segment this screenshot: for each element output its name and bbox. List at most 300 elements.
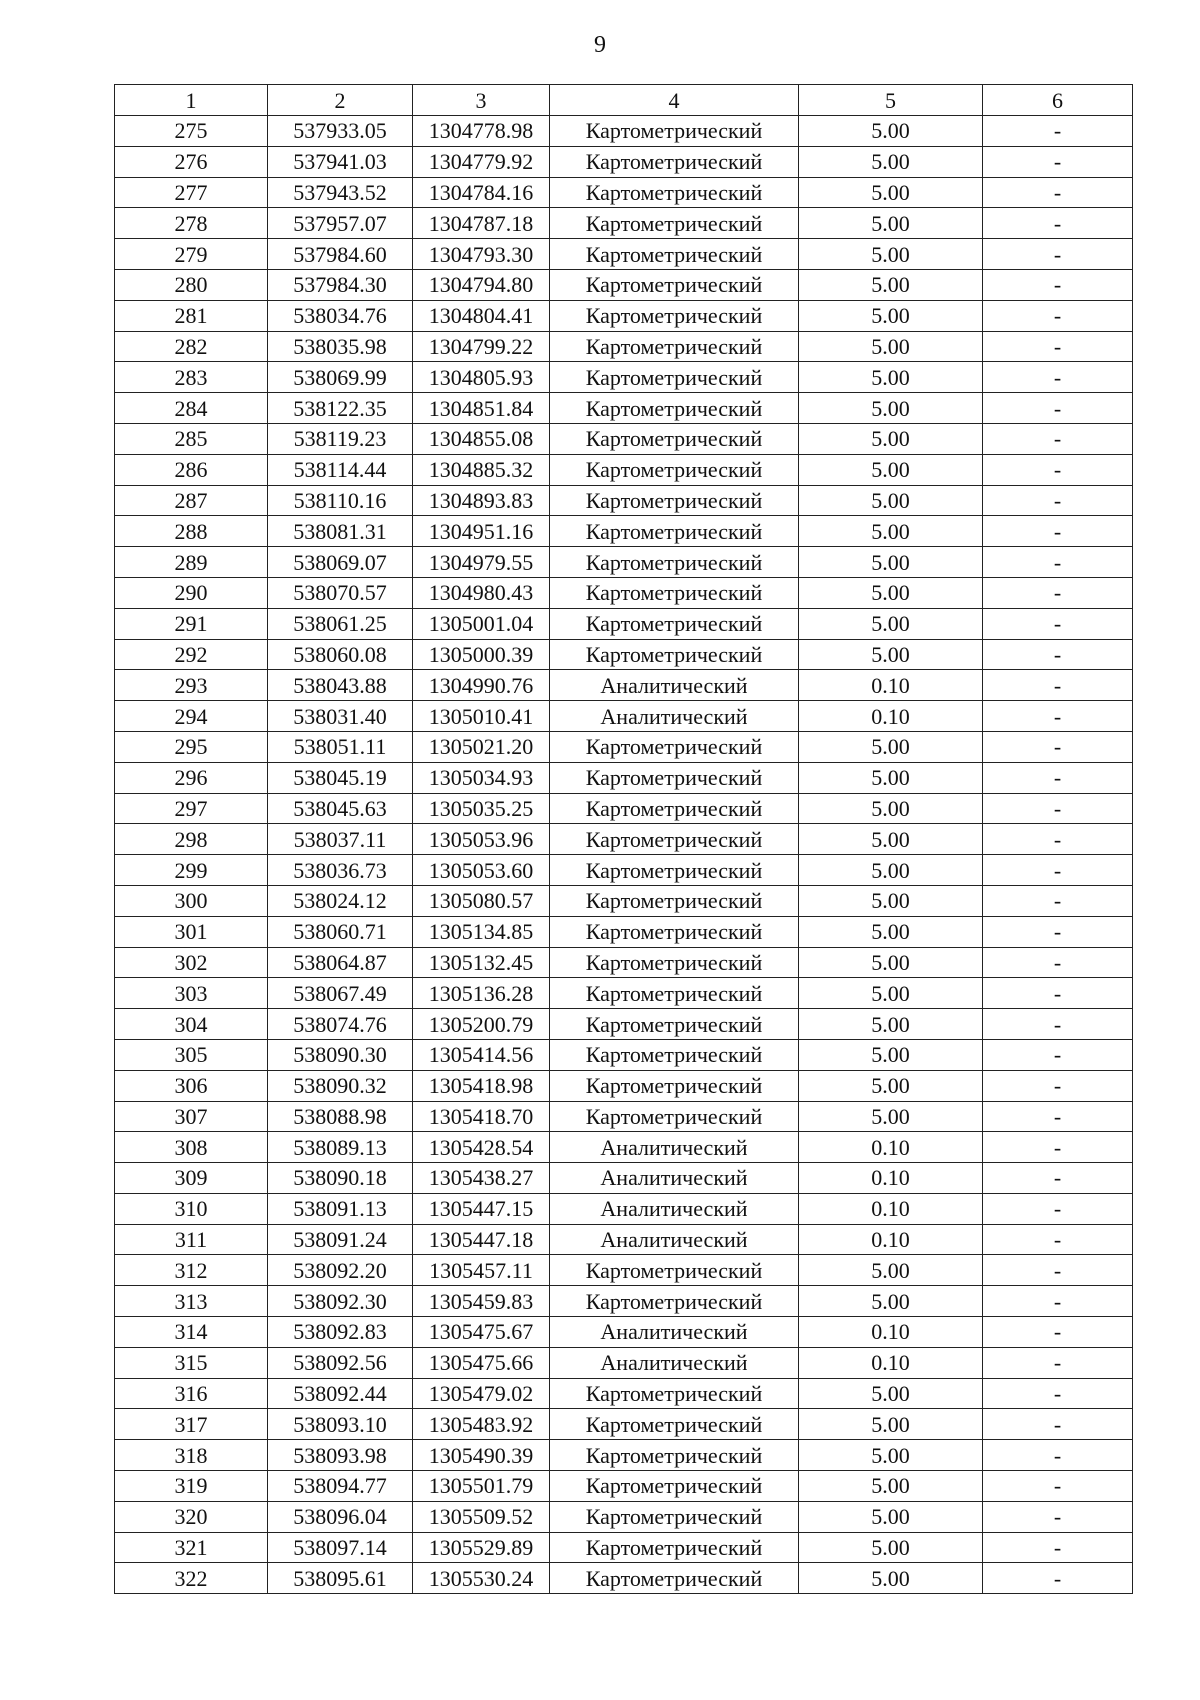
accuracy-cell: 5.00 xyxy=(799,1286,983,1317)
x-coordinate-cell: 538043.88 xyxy=(268,670,413,701)
accuracy-cell: 5.00 xyxy=(799,485,983,516)
table-row xyxy=(115,701,1133,732)
header-col-5: 5 xyxy=(799,85,983,116)
point-number-cell: 276 xyxy=(115,146,268,177)
method-cell: Картометрический xyxy=(550,300,799,331)
y-coordinate-cell: 1304799.22 xyxy=(413,331,550,362)
accuracy-cell: 5.00 xyxy=(799,608,983,639)
x-coordinate-cell: 537984.30 xyxy=(268,269,413,300)
method-cell: Аналитический xyxy=(550,701,799,732)
point-number-cell: 285 xyxy=(115,423,268,454)
y-coordinate-cell: 1305080.57 xyxy=(413,885,550,916)
accuracy-cell: 0.10 xyxy=(799,1132,983,1163)
x-coordinate-cell: 537957.07 xyxy=(268,208,413,239)
method-cell: Аналитический xyxy=(550,670,799,701)
point-number-cell: 308 xyxy=(115,1132,268,1163)
method-cell: Картометрический xyxy=(550,393,799,424)
header-col-6: 6 xyxy=(983,85,1133,116)
method-cell: Картометрический xyxy=(550,855,799,886)
point-number-cell: 321 xyxy=(115,1532,268,1563)
y-coordinate-cell: 1305200.79 xyxy=(413,1009,550,1040)
point-number-cell: 279 xyxy=(115,239,268,270)
y-coordinate-cell: 1305136.28 xyxy=(413,978,550,1009)
y-coordinate-cell: 1305053.60 xyxy=(413,855,550,886)
point-number-cell: 288 xyxy=(115,516,268,547)
method-cell: Картометрический xyxy=(550,731,799,762)
description-cell: - xyxy=(983,824,1133,855)
description-cell: - xyxy=(983,1193,1133,1224)
y-coordinate-cell: 1305428.54 xyxy=(413,1132,550,1163)
accuracy-cell: 5.00 xyxy=(799,1039,983,1070)
description-cell: - xyxy=(983,978,1133,1009)
point-number-cell: 282 xyxy=(115,331,268,362)
y-coordinate-cell: 1305010.41 xyxy=(413,701,550,732)
x-coordinate-cell: 538092.44 xyxy=(268,1378,413,1409)
point-number-cell: 302 xyxy=(115,947,268,978)
description-cell: - xyxy=(983,423,1133,454)
accuracy-cell: 0.10 xyxy=(799,670,983,701)
description-cell: - xyxy=(983,331,1133,362)
accuracy-cell: 5.00 xyxy=(799,639,983,670)
y-coordinate-cell: 1304794.80 xyxy=(413,269,550,300)
x-coordinate-cell: 538091.13 xyxy=(268,1193,413,1224)
x-coordinate-cell: 538051.11 xyxy=(268,731,413,762)
method-cell: Картометрический xyxy=(550,1409,799,1440)
header-col-3: 3 xyxy=(413,85,550,116)
x-coordinate-cell: 538064.87 xyxy=(268,947,413,978)
table-row xyxy=(115,1132,1133,1163)
method-cell: Картометрический xyxy=(550,146,799,177)
accuracy-cell: 5.00 xyxy=(799,362,983,393)
x-coordinate-cell: 538090.32 xyxy=(268,1070,413,1101)
accuracy-cell: 5.00 xyxy=(799,547,983,578)
point-number-cell: 292 xyxy=(115,639,268,670)
y-coordinate-cell: 1305530.24 xyxy=(413,1563,550,1594)
point-number-cell: 293 xyxy=(115,670,268,701)
table-row xyxy=(115,1471,1133,1502)
y-coordinate-cell: 1305447.18 xyxy=(413,1224,550,1255)
method-cell: Картометрический xyxy=(550,1255,799,1286)
method-cell: Картометрический xyxy=(550,1440,799,1471)
method-cell: Картометрический xyxy=(550,1039,799,1070)
method-cell: Картометрический xyxy=(550,423,799,454)
accuracy-cell: 5.00 xyxy=(799,885,983,916)
x-coordinate-cell: 538024.12 xyxy=(268,885,413,916)
accuracy-cell: 5.00 xyxy=(799,1070,983,1101)
y-coordinate-cell: 1305475.67 xyxy=(413,1317,550,1348)
x-coordinate-cell: 538070.57 xyxy=(268,577,413,608)
accuracy-cell: 5.00 xyxy=(799,1009,983,1040)
description-cell: - xyxy=(983,762,1133,793)
method-cell: Картометрический xyxy=(550,454,799,485)
point-number-cell: 318 xyxy=(115,1440,268,1471)
accuracy-cell: 5.00 xyxy=(799,331,983,362)
table-row xyxy=(115,393,1133,424)
point-number-cell: 304 xyxy=(115,1009,268,1040)
description-cell: - xyxy=(983,1347,1133,1378)
x-coordinate-cell: 538060.08 xyxy=(268,639,413,670)
y-coordinate-cell: 1304851.84 xyxy=(413,393,550,424)
y-coordinate-cell: 1304778.98 xyxy=(413,116,550,147)
description-cell: - xyxy=(983,146,1133,177)
table-row xyxy=(115,239,1133,270)
accuracy-cell: 0.10 xyxy=(799,1317,983,1348)
x-coordinate-cell: 538092.56 xyxy=(268,1347,413,1378)
point-number-cell: 317 xyxy=(115,1409,268,1440)
description-cell: - xyxy=(983,916,1133,947)
point-number-cell: 315 xyxy=(115,1347,268,1378)
header-col-4: 4 xyxy=(550,85,799,116)
description-cell: - xyxy=(983,947,1133,978)
accuracy-cell: 5.00 xyxy=(799,1378,983,1409)
description-cell: - xyxy=(983,116,1133,147)
method-cell: Картометрический xyxy=(550,793,799,824)
table-row xyxy=(115,762,1133,793)
description-cell: - xyxy=(983,208,1133,239)
accuracy-cell: 5.00 xyxy=(799,916,983,947)
x-coordinate-cell: 538061.25 xyxy=(268,608,413,639)
accuracy-cell: 5.00 xyxy=(799,116,983,147)
table-row xyxy=(115,208,1133,239)
table-body xyxy=(115,116,1133,1594)
x-coordinate-cell: 538069.07 xyxy=(268,547,413,578)
point-number-cell: 275 xyxy=(115,116,268,147)
description-cell: - xyxy=(983,1039,1133,1070)
table-header xyxy=(115,85,1133,116)
x-coordinate-cell: 538119.23 xyxy=(268,423,413,454)
method-cell: Картометрический xyxy=(550,1532,799,1563)
description-cell: - xyxy=(983,1317,1133,1348)
description-cell: - xyxy=(983,1532,1133,1563)
description-cell: - xyxy=(983,701,1133,732)
x-coordinate-cell: 538092.20 xyxy=(268,1255,413,1286)
table-row xyxy=(115,1409,1133,1440)
y-coordinate-cell: 1304980.43 xyxy=(413,577,550,608)
description-cell: - xyxy=(983,1409,1133,1440)
method-cell: Картометрический xyxy=(550,1286,799,1317)
table-row xyxy=(115,824,1133,855)
x-coordinate-cell: 538045.63 xyxy=(268,793,413,824)
accuracy-cell: 5.00 xyxy=(799,978,983,1009)
y-coordinate-cell: 1304855.08 xyxy=(413,423,550,454)
accuracy-cell: 5.00 xyxy=(799,146,983,177)
table-row xyxy=(115,1224,1133,1255)
method-cell: Картометрический xyxy=(550,1378,799,1409)
y-coordinate-cell: 1304793.30 xyxy=(413,239,550,270)
accuracy-cell: 5.00 xyxy=(799,824,983,855)
x-coordinate-cell: 538092.30 xyxy=(268,1286,413,1317)
table-row xyxy=(115,362,1133,393)
point-number-cell: 277 xyxy=(115,177,268,208)
accuracy-cell: 0.10 xyxy=(799,1224,983,1255)
point-number-cell: 316 xyxy=(115,1378,268,1409)
table-row xyxy=(115,1039,1133,1070)
page-number: 9 xyxy=(594,32,606,58)
point-number-cell: 310 xyxy=(115,1193,268,1224)
accuracy-cell: 5.00 xyxy=(799,208,983,239)
accuracy-cell: 5.00 xyxy=(799,269,983,300)
y-coordinate-cell: 1304779.92 xyxy=(413,146,550,177)
y-coordinate-cell: 1305035.25 xyxy=(413,793,550,824)
x-coordinate-cell: 538110.16 xyxy=(268,485,413,516)
description-cell: - xyxy=(983,793,1133,824)
table-row xyxy=(115,177,1133,208)
x-coordinate-cell: 538060.71 xyxy=(268,916,413,947)
point-number-cell: 301 xyxy=(115,916,268,947)
y-coordinate-cell: 1305021.20 xyxy=(413,731,550,762)
table-row xyxy=(115,577,1133,608)
y-coordinate-cell: 1304951.16 xyxy=(413,516,550,547)
accuracy-cell: 5.00 xyxy=(799,855,983,886)
y-coordinate-cell: 1305457.11 xyxy=(413,1255,550,1286)
description-cell: - xyxy=(983,1224,1133,1255)
table-row xyxy=(115,1532,1133,1563)
x-coordinate-cell: 537941.03 xyxy=(268,146,413,177)
method-cell: Картометрический xyxy=(550,577,799,608)
point-number-cell: 320 xyxy=(115,1501,268,1532)
description-cell: - xyxy=(983,393,1133,424)
method-cell: Картометрический xyxy=(550,916,799,947)
y-coordinate-cell: 1304805.93 xyxy=(413,362,550,393)
table-row xyxy=(115,670,1133,701)
table-row xyxy=(115,454,1133,485)
accuracy-cell: 5.00 xyxy=(799,731,983,762)
y-coordinate-cell: 1305053.96 xyxy=(413,824,550,855)
method-cell: Картометрический xyxy=(550,208,799,239)
table-row xyxy=(115,300,1133,331)
x-coordinate-cell: 538081.31 xyxy=(268,516,413,547)
x-coordinate-cell: 537984.60 xyxy=(268,239,413,270)
point-number-cell: 300 xyxy=(115,885,268,916)
y-coordinate-cell: 1304804.41 xyxy=(413,300,550,331)
description-cell: - xyxy=(983,485,1133,516)
method-cell: Аналитический xyxy=(550,1193,799,1224)
table-row xyxy=(115,485,1133,516)
point-number-cell: 284 xyxy=(115,393,268,424)
header-col-1: 1 xyxy=(115,85,268,116)
x-coordinate-cell: 538095.61 xyxy=(268,1563,413,1594)
method-cell: Картометрический xyxy=(550,978,799,1009)
description-cell: - xyxy=(983,885,1133,916)
point-number-cell: 309 xyxy=(115,1163,268,1194)
y-coordinate-cell: 1304784.16 xyxy=(413,177,550,208)
y-coordinate-cell: 1305000.39 xyxy=(413,639,550,670)
description-cell: - xyxy=(983,269,1133,300)
method-cell: Аналитический xyxy=(550,1163,799,1194)
table-row xyxy=(115,116,1133,147)
x-coordinate-cell: 538034.76 xyxy=(268,300,413,331)
table-row xyxy=(115,947,1133,978)
description-cell: - xyxy=(983,1009,1133,1040)
table-row xyxy=(115,1378,1133,1409)
point-number-cell: 294 xyxy=(115,701,268,732)
method-cell: Картометрический xyxy=(550,608,799,639)
accuracy-cell: 5.00 xyxy=(799,393,983,424)
table-row xyxy=(115,731,1133,762)
table-row xyxy=(115,1317,1133,1348)
method-cell: Картометрический xyxy=(550,1563,799,1594)
x-coordinate-cell: 538096.04 xyxy=(268,1501,413,1532)
y-coordinate-cell: 1305001.04 xyxy=(413,608,550,639)
description-cell: - xyxy=(983,731,1133,762)
point-number-cell: 299 xyxy=(115,855,268,886)
x-coordinate-cell: 538122.35 xyxy=(268,393,413,424)
description-cell: - xyxy=(983,670,1133,701)
description-cell: - xyxy=(983,177,1133,208)
table-row xyxy=(115,1255,1133,1286)
method-cell: Картометрический xyxy=(550,762,799,793)
accuracy-cell: 5.00 xyxy=(799,516,983,547)
description-cell: - xyxy=(983,1286,1133,1317)
x-coordinate-cell: 538093.10 xyxy=(268,1409,413,1440)
table-row xyxy=(115,1009,1133,1040)
description-cell: - xyxy=(983,1163,1133,1194)
header-col-2: 2 xyxy=(268,85,413,116)
y-coordinate-cell: 1305509.52 xyxy=(413,1501,550,1532)
table-row xyxy=(115,331,1133,362)
point-number-cell: 283 xyxy=(115,362,268,393)
accuracy-cell: 5.00 xyxy=(799,177,983,208)
table-row xyxy=(115,1193,1133,1224)
description-cell: - xyxy=(983,639,1133,670)
accuracy-cell: 5.00 xyxy=(799,1501,983,1532)
y-coordinate-cell: 1304885.32 xyxy=(413,454,550,485)
point-number-cell: 281 xyxy=(115,300,268,331)
description-cell: - xyxy=(983,608,1133,639)
x-coordinate-cell: 538097.14 xyxy=(268,1532,413,1563)
x-coordinate-cell: 538114.44 xyxy=(268,454,413,485)
description-cell: - xyxy=(983,1132,1133,1163)
method-cell: Картометрический xyxy=(550,1070,799,1101)
method-cell: Картометрический xyxy=(550,824,799,855)
point-number-cell: 289 xyxy=(115,547,268,578)
point-number-cell: 296 xyxy=(115,762,268,793)
table-row xyxy=(115,547,1133,578)
description-cell: - xyxy=(983,516,1133,547)
y-coordinate-cell: 1305438.27 xyxy=(413,1163,550,1194)
table-row xyxy=(115,639,1133,670)
x-coordinate-cell: 538067.49 xyxy=(268,978,413,1009)
point-number-cell: 312 xyxy=(115,1255,268,1286)
y-coordinate-cell: 1305475.66 xyxy=(413,1347,550,1378)
accuracy-cell: 5.00 xyxy=(799,793,983,824)
y-coordinate-cell: 1304893.83 xyxy=(413,485,550,516)
description-cell: - xyxy=(983,547,1133,578)
description-cell: - xyxy=(983,1070,1133,1101)
description-cell: - xyxy=(983,300,1133,331)
accuracy-cell: 5.00 xyxy=(799,1409,983,1440)
y-coordinate-cell: 1305418.70 xyxy=(413,1101,550,1132)
point-number-cell: 311 xyxy=(115,1224,268,1255)
accuracy-cell: 0.10 xyxy=(799,701,983,732)
method-cell: Картометрический xyxy=(550,547,799,578)
x-coordinate-cell: 538094.77 xyxy=(268,1471,413,1502)
table-row xyxy=(115,978,1133,1009)
x-coordinate-cell: 538069.99 xyxy=(268,362,413,393)
y-coordinate-cell: 1305501.79 xyxy=(413,1471,550,1502)
table-row xyxy=(115,793,1133,824)
accuracy-cell: 5.00 xyxy=(799,239,983,270)
description-cell: - xyxy=(983,1378,1133,1409)
method-cell: Картометрический xyxy=(550,1101,799,1132)
method-cell: Картометрический xyxy=(550,516,799,547)
method-cell: Картометрический xyxy=(550,885,799,916)
method-cell: Аналитический xyxy=(550,1347,799,1378)
point-number-cell: 305 xyxy=(115,1039,268,1070)
y-coordinate-cell: 1305414.56 xyxy=(413,1039,550,1070)
table-row xyxy=(115,855,1133,886)
method-cell: Картометрический xyxy=(550,177,799,208)
coordinates-table xyxy=(114,84,1133,1594)
point-number-cell: 290 xyxy=(115,577,268,608)
point-number-cell: 286 xyxy=(115,454,268,485)
point-number-cell: 314 xyxy=(115,1317,268,1348)
accuracy-cell: 5.00 xyxy=(799,577,983,608)
accuracy-cell: 5.00 xyxy=(799,300,983,331)
table-row xyxy=(115,1501,1133,1532)
table-row xyxy=(115,885,1133,916)
description-cell: - xyxy=(983,1501,1133,1532)
method-cell: Картометрический xyxy=(550,1501,799,1532)
description-cell: - xyxy=(983,454,1133,485)
description-cell: - xyxy=(983,1563,1133,1594)
table-row xyxy=(115,1347,1133,1378)
x-coordinate-cell: 538031.40 xyxy=(268,701,413,732)
table-row xyxy=(115,423,1133,454)
x-coordinate-cell: 538036.73 xyxy=(268,855,413,886)
point-number-cell: 291 xyxy=(115,608,268,639)
method-cell: Картометрический xyxy=(550,485,799,516)
description-cell: - xyxy=(983,577,1133,608)
x-coordinate-cell: 537943.52 xyxy=(268,177,413,208)
x-coordinate-cell: 538090.18 xyxy=(268,1163,413,1194)
x-coordinate-cell: 538045.19 xyxy=(268,762,413,793)
point-number-cell: 306 xyxy=(115,1070,268,1101)
point-number-cell: 322 xyxy=(115,1563,268,1594)
y-coordinate-cell: 1304979.55 xyxy=(413,547,550,578)
accuracy-cell: 5.00 xyxy=(799,1563,983,1594)
y-coordinate-cell: 1305034.93 xyxy=(413,762,550,793)
description-cell: - xyxy=(983,362,1133,393)
y-coordinate-cell: 1305132.45 xyxy=(413,947,550,978)
point-number-cell: 307 xyxy=(115,1101,268,1132)
accuracy-cell: 5.00 xyxy=(799,454,983,485)
method-cell: Картометрический xyxy=(550,639,799,670)
header-row xyxy=(115,85,1133,116)
accuracy-cell: 5.00 xyxy=(799,762,983,793)
x-coordinate-cell: 538088.98 xyxy=(268,1101,413,1132)
accuracy-cell: 5.00 xyxy=(799,1440,983,1471)
y-coordinate-cell: 1305459.83 xyxy=(413,1286,550,1317)
point-number-cell: 287 xyxy=(115,485,268,516)
method-cell: Картометрический xyxy=(550,239,799,270)
description-cell: - xyxy=(983,1440,1133,1471)
x-coordinate-cell: 538092.83 xyxy=(268,1317,413,1348)
table-row xyxy=(115,146,1133,177)
y-coordinate-cell: 1305490.39 xyxy=(413,1440,550,1471)
x-coordinate-cell: 537933.05 xyxy=(268,116,413,147)
y-coordinate-cell: 1305134.85 xyxy=(413,916,550,947)
y-coordinate-cell: 1304787.18 xyxy=(413,208,550,239)
accuracy-cell: 5.00 xyxy=(799,1255,983,1286)
point-number-cell: 297 xyxy=(115,793,268,824)
accuracy-cell: 5.00 xyxy=(799,947,983,978)
y-coordinate-cell: 1305483.92 xyxy=(413,1409,550,1440)
point-number-cell: 295 xyxy=(115,731,268,762)
method-cell: Картометрический xyxy=(550,362,799,393)
y-coordinate-cell: 1305529.89 xyxy=(413,1532,550,1563)
description-cell: - xyxy=(983,1471,1133,1502)
